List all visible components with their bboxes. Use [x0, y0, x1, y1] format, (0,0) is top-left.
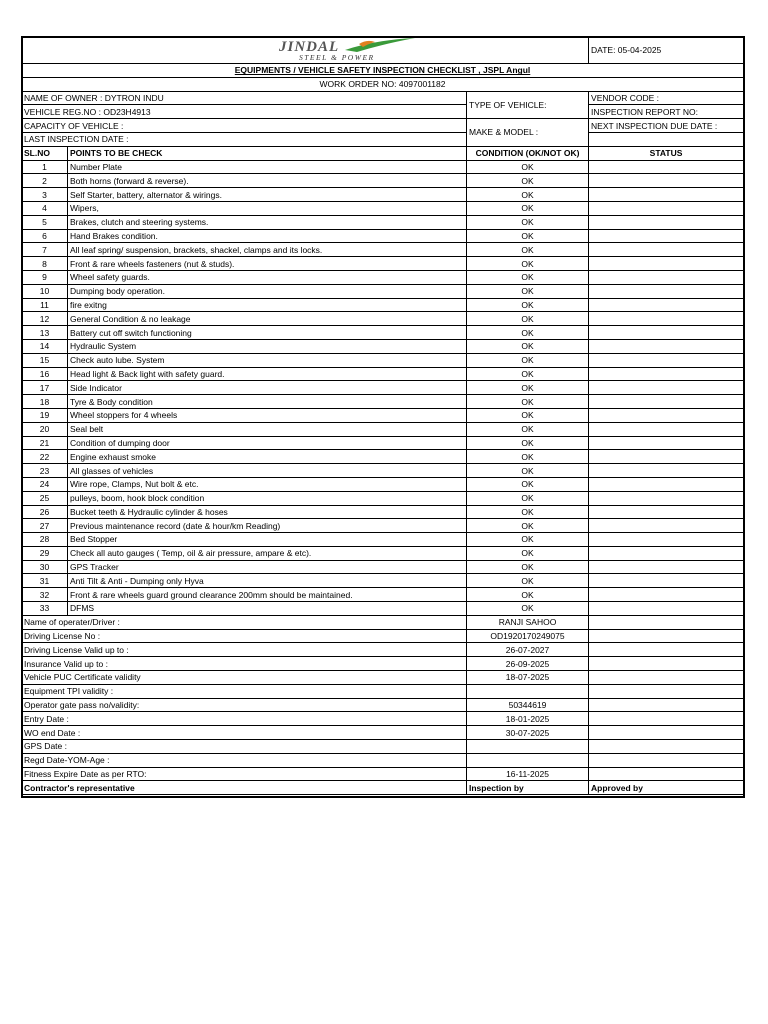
detail-empty — [589, 767, 744, 781]
check-slno: 8 — [22, 257, 68, 271]
owner-name: NAME OF OWNER : DYTRON INDU — [22, 91, 467, 105]
check-slno: 28 — [22, 533, 68, 547]
check-point: Dumping body operation. — [68, 284, 467, 298]
check-slno: 30 — [22, 560, 68, 574]
detail-label: Driving License No : — [22, 629, 467, 643]
detail-value: 30-07-2025 — [467, 726, 589, 740]
checklist-title: EQUIPMENTS / VEHICLE SAFETY INSPECTION CHECKLIST , JSPL Angul — [22, 64, 744, 78]
detail-row — [22, 615, 744, 629]
detail-label: WO end Date : — [22, 726, 467, 740]
check-condition: OK — [467, 560, 589, 574]
check-condition: OK — [467, 422, 589, 436]
detail-value: 18-01-2025 — [467, 712, 589, 726]
check-point: Hydraulic System — [68, 339, 467, 353]
check-condition: OK — [467, 408, 589, 422]
check-point: Wipers, — [68, 201, 467, 215]
detail-empty — [589, 726, 744, 740]
detail-label: Entry Date : — [22, 712, 467, 726]
check-row — [22, 284, 744, 298]
check-point: Wheel stoppers for 4 wheels — [68, 408, 467, 422]
check-point: Wheel safety guards. — [68, 270, 467, 284]
check-status — [589, 588, 744, 602]
check-point: Front & rare wheels guard ground clearance 200mm should be maintained. — [68, 588, 467, 602]
check-slno: 5 — [22, 215, 68, 229]
check-row — [22, 464, 744, 478]
check-slno: 24 — [22, 477, 68, 491]
check-slno: 11 — [22, 298, 68, 312]
check-status — [589, 326, 744, 340]
detail-label: GPS Date : — [22, 740, 467, 754]
detail-row — [22, 698, 744, 712]
check-condition: OK — [467, 215, 589, 229]
vehicle-capacity: CAPACITY OF VEHICLE : — [22, 119, 467, 133]
contractor-representative: Contractor's representative — [22, 781, 467, 795]
detail-row — [22, 629, 744, 643]
check-row — [22, 326, 744, 340]
check-row — [22, 560, 744, 574]
check-row — [22, 270, 744, 284]
check-status — [589, 174, 744, 188]
check-slno: 33 — [22, 602, 68, 616]
detail-empty — [589, 629, 744, 643]
check-condition: OK — [467, 326, 589, 340]
check-condition: OK — [467, 491, 589, 505]
check-status — [589, 464, 744, 478]
check-point: Bed Stopper — [68, 533, 467, 547]
check-status — [589, 408, 744, 422]
check-condition: OK — [467, 533, 589, 547]
check-slno: 14 — [22, 339, 68, 353]
check-row — [22, 339, 744, 353]
check-slno: 3 — [22, 188, 68, 202]
type-of-vehicle: TYPE OF VEHICLE: — [467, 91, 589, 119]
check-point: Check auto lube. System — [68, 353, 467, 367]
signature-row — [22, 781, 744, 795]
logo-text: JINDAL — [279, 39, 340, 55]
detail-row — [22, 767, 744, 781]
check-point: pulleys, boom, hook block condition — [68, 491, 467, 505]
check-status — [589, 160, 744, 174]
column-header-condition: CONDITION (OK/NOT OK) — [467, 146, 589, 160]
check-row — [22, 408, 744, 422]
check-slno: 17 — [22, 381, 68, 395]
check-point: Tyre & Body condition — [68, 395, 467, 409]
check-status — [589, 381, 744, 395]
detail-value — [467, 753, 589, 767]
check-status — [589, 519, 744, 533]
column-header-points: POINTS TO BE CHECK — [68, 146, 467, 160]
check-condition: OK — [467, 201, 589, 215]
check-point: Hand Brakes condition. — [68, 229, 467, 243]
check-status — [589, 229, 744, 243]
check-condition: OK — [467, 436, 589, 450]
check-row — [22, 381, 744, 395]
detail-value: 26-09-2025 — [467, 657, 589, 671]
check-condition: OK — [467, 188, 589, 202]
check-status — [589, 602, 744, 616]
check-slno: 23 — [22, 464, 68, 478]
check-slno: 29 — [22, 546, 68, 560]
check-slno: 10 — [22, 284, 68, 298]
detail-label: Name of operater/Driver : — [22, 615, 467, 629]
check-row — [22, 201, 744, 215]
check-slno: 15 — [22, 353, 68, 367]
check-row — [22, 367, 744, 381]
check-row — [22, 602, 744, 616]
check-status — [589, 546, 744, 560]
detail-empty — [589, 671, 744, 685]
detail-label: Driving License Valid up to : — [22, 643, 467, 657]
check-status — [589, 574, 744, 588]
check-condition: OK — [467, 450, 589, 464]
check-row — [22, 477, 744, 491]
check-row — [22, 588, 744, 602]
detail-empty — [589, 740, 744, 754]
check-slno: 6 — [22, 229, 68, 243]
check-condition: OK — [467, 546, 589, 560]
detail-label: Vehicle PUC Certificate validity — [22, 671, 467, 685]
check-point: Number Plate — [68, 160, 467, 174]
check-condition: OK — [467, 160, 589, 174]
check-condition: OK — [467, 243, 589, 257]
detail-label: Operator gate pass no/validity: — [22, 698, 467, 712]
check-row — [22, 257, 744, 271]
detail-row — [22, 753, 744, 767]
detail-value: RANJI SAHOO — [467, 615, 589, 629]
detail-label: Fitness Expire Date as per RTO: — [22, 767, 467, 781]
check-status — [589, 560, 744, 574]
check-point: Both horns (forward & reverse). — [68, 174, 467, 188]
check-status — [589, 201, 744, 215]
check-point: fire exitng — [68, 298, 467, 312]
check-row — [22, 229, 744, 243]
check-point: Seal belt — [68, 422, 467, 436]
detail-value: 50344619 — [467, 698, 589, 712]
last-inspection-date: LAST INSPECTION DATE : — [22, 132, 467, 146]
check-slno: 31 — [22, 574, 68, 588]
check-point: Head light & Back light with safety guard. — [68, 367, 467, 381]
detail-value: 26-07-2027 — [467, 643, 589, 657]
detail-empty — [589, 615, 744, 629]
inspection-checklist-sheet — [21, 36, 743, 795]
check-point: DFMS — [68, 602, 467, 616]
detail-row — [22, 671, 744, 685]
check-condition: OK — [467, 284, 589, 298]
check-status — [589, 243, 744, 257]
check-condition: OK — [467, 229, 589, 243]
check-slno: 19 — [22, 408, 68, 422]
check-slno: 7 — [22, 243, 68, 257]
check-status — [589, 505, 744, 519]
detail-label: Equipment TPI validity : — [22, 684, 467, 698]
detail-value — [467, 740, 589, 754]
check-point: Condition of dumping door — [68, 436, 467, 450]
check-status — [589, 298, 744, 312]
check-row — [22, 298, 744, 312]
check-status — [589, 450, 744, 464]
detail-empty — [589, 643, 744, 657]
check-row — [22, 243, 744, 257]
check-condition: OK — [467, 395, 589, 409]
check-status — [589, 477, 744, 491]
check-row — [22, 395, 744, 409]
check-status — [589, 533, 744, 547]
make-model: MAKE & MODEL : — [467, 119, 589, 147]
check-row — [22, 505, 744, 519]
vehicle-reg-no: VEHICLE REG.NO : OD23H4913 — [22, 105, 467, 119]
check-row — [22, 436, 744, 450]
check-slno: 27 — [22, 519, 68, 533]
logo-cell — [22, 37, 589, 64]
check-status — [589, 339, 744, 353]
check-status — [589, 367, 744, 381]
check-condition: OK — [467, 339, 589, 353]
check-slno: 16 — [22, 367, 68, 381]
check-condition: OK — [467, 588, 589, 602]
date-field: DATE: 05-04-2025 — [589, 37, 744, 64]
check-point: Brakes, clutch and steering systems. — [68, 215, 467, 229]
check-slno: 20 — [22, 422, 68, 436]
check-slno: 26 — [22, 505, 68, 519]
detail-value: 18-07-2025 — [467, 671, 589, 685]
checklist-table — [21, 36, 744, 795]
check-condition: OK — [467, 312, 589, 326]
check-row — [22, 450, 744, 464]
check-condition: OK — [467, 381, 589, 395]
check-point: Engine exhaust smoke — [68, 450, 467, 464]
detail-empty — [589, 684, 744, 698]
check-condition: OK — [467, 505, 589, 519]
check-slno: 12 — [22, 312, 68, 326]
column-header-status: STATUS — [589, 146, 744, 160]
inspection-by: Inspection by — [467, 781, 589, 795]
check-status — [589, 312, 744, 326]
check-point: Bucket teeth & Hydraulic cylinder & hoses — [68, 505, 467, 519]
check-status — [589, 491, 744, 505]
approved-by: Approved by — [589, 781, 744, 795]
detail-label: Regd Date-YOM-Age : — [22, 753, 467, 767]
inspection-report-no: INSPECTION REPORT NO: — [589, 105, 744, 119]
vendor-code: VENDOR CODE : — [589, 91, 744, 105]
check-slno: 21 — [22, 436, 68, 450]
check-status — [589, 215, 744, 229]
check-row — [22, 174, 744, 188]
check-row — [22, 574, 744, 588]
check-point: Side Indicator — [68, 381, 467, 395]
detail-value — [467, 684, 589, 698]
check-slno: 22 — [22, 450, 68, 464]
check-condition: OK — [467, 257, 589, 271]
check-point: Wire rope, Clamps, Nut bolt & etc. — [68, 477, 467, 491]
detail-row — [22, 657, 744, 671]
check-condition: OK — [467, 464, 589, 478]
detail-label: Insurance Valid up to : — [22, 657, 467, 671]
detail-empty — [589, 712, 744, 726]
check-row — [22, 546, 744, 560]
check-status — [589, 257, 744, 271]
check-point: Self Starter, battery, alternator & wirings. — [68, 188, 467, 202]
check-point: Battery cut off switch functioning — [68, 326, 467, 340]
column-header-slno: SL.NO — [22, 146, 68, 160]
check-condition: OK — [467, 574, 589, 588]
check-row — [22, 353, 744, 367]
detail-value: 16-11-2025 — [467, 767, 589, 781]
detail-row — [22, 684, 744, 698]
detail-row — [22, 643, 744, 657]
check-status — [589, 270, 744, 284]
check-row — [22, 533, 744, 547]
check-slno: 2 — [22, 174, 68, 188]
check-row — [22, 188, 744, 202]
detail-empty — [589, 657, 744, 671]
check-status — [589, 188, 744, 202]
check-slno: 4 — [22, 201, 68, 215]
check-point: General Condition & no leakage — [68, 312, 467, 326]
empty-cell — [589, 132, 744, 146]
check-status — [589, 436, 744, 450]
detail-row — [22, 726, 744, 740]
check-status — [589, 284, 744, 298]
check-point: GPS Tracker — [68, 560, 467, 574]
check-slno: 18 — [22, 395, 68, 409]
check-condition: OK — [467, 270, 589, 284]
detail-value: OD1920170249075 — [467, 629, 589, 643]
check-condition: OK — [467, 353, 589, 367]
check-condition: OK — [467, 519, 589, 533]
check-condition: OK — [467, 477, 589, 491]
check-status — [589, 395, 744, 409]
check-point: Check all auto gauges ( Temp, oil & air pressure, ampare & etc). — [68, 546, 467, 560]
logo-subtext: STEEL & POWER — [299, 53, 375, 62]
check-slno: 13 — [22, 326, 68, 340]
check-point: All glasses of vehicles — [68, 464, 467, 478]
check-condition: OK — [467, 602, 589, 616]
check-slno: 1 — [22, 160, 68, 174]
check-row — [22, 215, 744, 229]
check-row — [22, 519, 744, 533]
check-condition: OK — [467, 174, 589, 188]
detail-empty — [589, 753, 744, 767]
detail-row — [22, 740, 744, 754]
check-slno: 32 — [22, 588, 68, 602]
next-inspection-due: NEXT INSPECTION DUE DATE : — [589, 119, 744, 133]
check-row — [22, 491, 744, 505]
check-condition: OK — [467, 367, 589, 381]
check-slno: 25 — [22, 491, 68, 505]
check-row — [22, 312, 744, 326]
jindal-logo — [275, 38, 425, 62]
work-order: WORK ORDER NO: 4097001182 — [22, 77, 744, 91]
check-status — [589, 353, 744, 367]
check-status — [589, 422, 744, 436]
check-row — [22, 422, 744, 436]
check-condition: OK — [467, 298, 589, 312]
check-slno: 9 — [22, 270, 68, 284]
check-row — [22, 160, 744, 174]
detail-empty — [589, 698, 744, 712]
check-point: All leaf spring/ suspension, brackets, shackel, clamps and its locks. — [68, 243, 467, 257]
detail-row — [22, 712, 744, 726]
check-point: Anti Tilt & Anti - Dumping only Hyva — [68, 574, 467, 588]
check-point: Front & rare wheels fasteners (nut & studs). — [68, 257, 467, 271]
check-point: Previous maintenance record (date & hour/km Reading) — [68, 519, 467, 533]
